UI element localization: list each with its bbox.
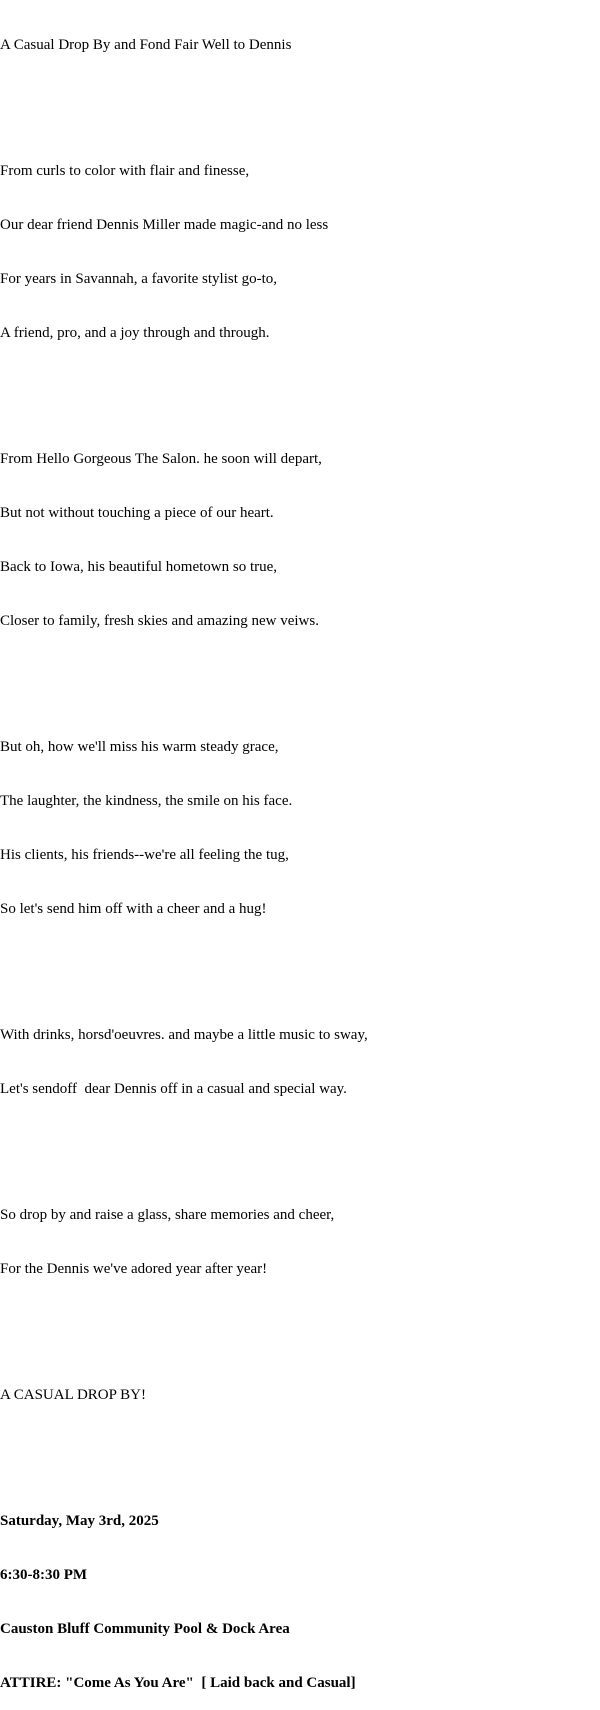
spacer bbox=[0, 666, 600, 684]
poem-line: From Hello Gorgeous The Salon. he soon will depart, bbox=[0, 451, 322, 467]
poem-line: With drinks, horsd'oeuvres. and maybe a little music to sway, bbox=[0, 1027, 368, 1043]
spacer bbox=[0, 378, 600, 396]
poem-line: But oh, how we'll miss his warm steady grace, bbox=[0, 739, 279, 755]
spacer bbox=[0, 1134, 600, 1152]
event-time: 6:30-8:30 PM bbox=[0, 1567, 88, 1583]
poem-line: So drop by and raise a glass, share memories and cheer, bbox=[0, 1207, 335, 1223]
callout-heading: A CASUAL DROP BY! bbox=[0, 1387, 146, 1403]
poem-line: For the Dennis we've adored year after year! bbox=[0, 1261, 268, 1277]
event-date: Saturday, May 3rd, 2025 bbox=[0, 1513, 159, 1529]
poem-line: For years in Savannah, a favorite stylist go-to, bbox=[0, 271, 278, 287]
event-location: Causton Bluff Community Pool & Dock Area bbox=[0, 1621, 290, 1637]
poem-line: Let's sendoff dear Dennis off in a casual and special way. bbox=[0, 1081, 347, 1097]
poem-line: A friend, pro, and a joy through and through. bbox=[0, 325, 270, 341]
spacer bbox=[0, 1314, 600, 1332]
poem-line: His clients, his friends--we're all feeling the tug, bbox=[0, 847, 289, 863]
poem-line: But not without touching a piece of our heart. bbox=[0, 505, 274, 521]
poem-line: From curls to color with flair and finesse, bbox=[0, 163, 250, 179]
poem-line: So let's send him off with a cheer and a hug! bbox=[0, 901, 267, 917]
document-title: A Casual Drop By and Fond Fair Well to Dennis bbox=[0, 37, 292, 53]
spacer bbox=[0, 1440, 600, 1458]
spacer bbox=[0, 954, 600, 972]
spacer bbox=[0, 90, 600, 108]
poem-line: Our dear friend Dennis Miller made magic-and no less bbox=[0, 217, 329, 233]
poem-line: Closer to family, fresh skies and amazing new veiws. bbox=[0, 613, 319, 629]
poem-line: The laughter, the kindness, the smile on his face. bbox=[0, 793, 293, 809]
event-attire: ATTIRE: "Come As You Are" [ Laid back and Casual] bbox=[0, 1675, 356, 1691]
poem-line: Back to Iowa, his beautiful hometown so true, bbox=[0, 559, 278, 575]
